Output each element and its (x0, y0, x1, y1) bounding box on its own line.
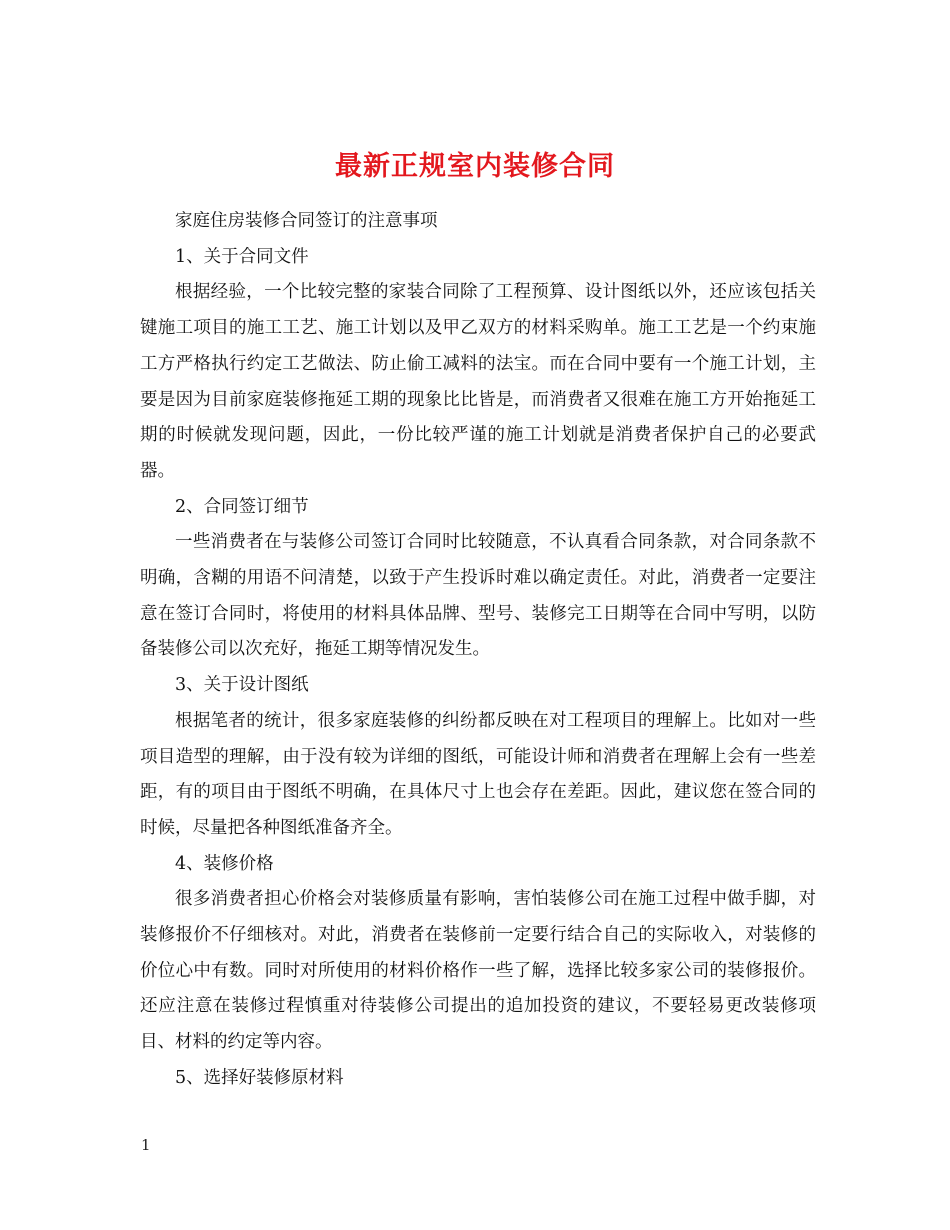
section-body-1: 根据经验，一个比较完整的家装合同除了工程预算、设计图纸以外，还应该包括关键施工项目的施工工艺、施工计划以及甲乙双方的材料采购单。施工工艺是一个约束施工方严格执行约定工艺做法、防止偷工减料的法宝。而在合同中要有一个施工计划，主要是因为目前家庭装修拖延工期的现象比比皆是，而消费者又很难在施工方开始拖延工期的时候就发现问题，因此，一份比较严谨的施工计划就是消费者保护自己的必要武器。 (140, 282, 816, 481)
section-heading-5: 5、选择好装修原材料 (175, 1067, 344, 1088)
intro-heading: 家庭住房装修合同签订的注意事项 (175, 211, 438, 231)
section-heading-1: 1、关于合同文件 (175, 246, 309, 267)
section-body-3: 根据笔者的统计，很多家庭装修的纠纷都反映在对工程项目的理解上。比如对一些项目造型的理解，由于没有较为详细的图纸，可能设计师和消费者在理解上会有一些差距，有的项目由于图纸不明确，在具体尺寸上也会存在差距。因此，建议您在签合同的时候，尽量把各种图纸准备齐全。 (140, 710, 816, 838)
document-body (140, 204, 816, 1097)
section-body-4: 很多消费者担心价格会对装修质量有影响，害怕装修公司在施工过程中做手脚，对装修报价不仔细核对。对此，消费者在装修前一定要行结合自己的实际收入，对装修的价位心中有数。同时对所使用的材料价格作一些了解，选择比较多家公司的装修报价。还应注意在装修过程慎重对待装修公司提出的追加投资的建议，不要轻易更改装修项目、材料的约定等内容。 (140, 889, 816, 1053)
section-heading-2: 2、合同签订细节 (175, 496, 309, 517)
section-heading-3: 3、关于设计图纸 (175, 675, 309, 696)
page-number: 1 (141, 1136, 151, 1154)
section-heading-4: 4、装修价格 (175, 853, 274, 874)
section-body-2: 一些消费者在与装修公司签订合同时比较随意，不认真看合同条款，对合同条款不明确，含糊的用语不问清楚，以致于产生投诉时难以确定责任。对此，消费者一定要注意在签订合同时，将使用的材料具体品牌、型号、装修完工日期等在合同中写明，以防备装修公司以次充好，拖延工期等情况发生。 (140, 532, 816, 660)
document-title: 最新正规室内装修合同 (335, 151, 615, 183)
